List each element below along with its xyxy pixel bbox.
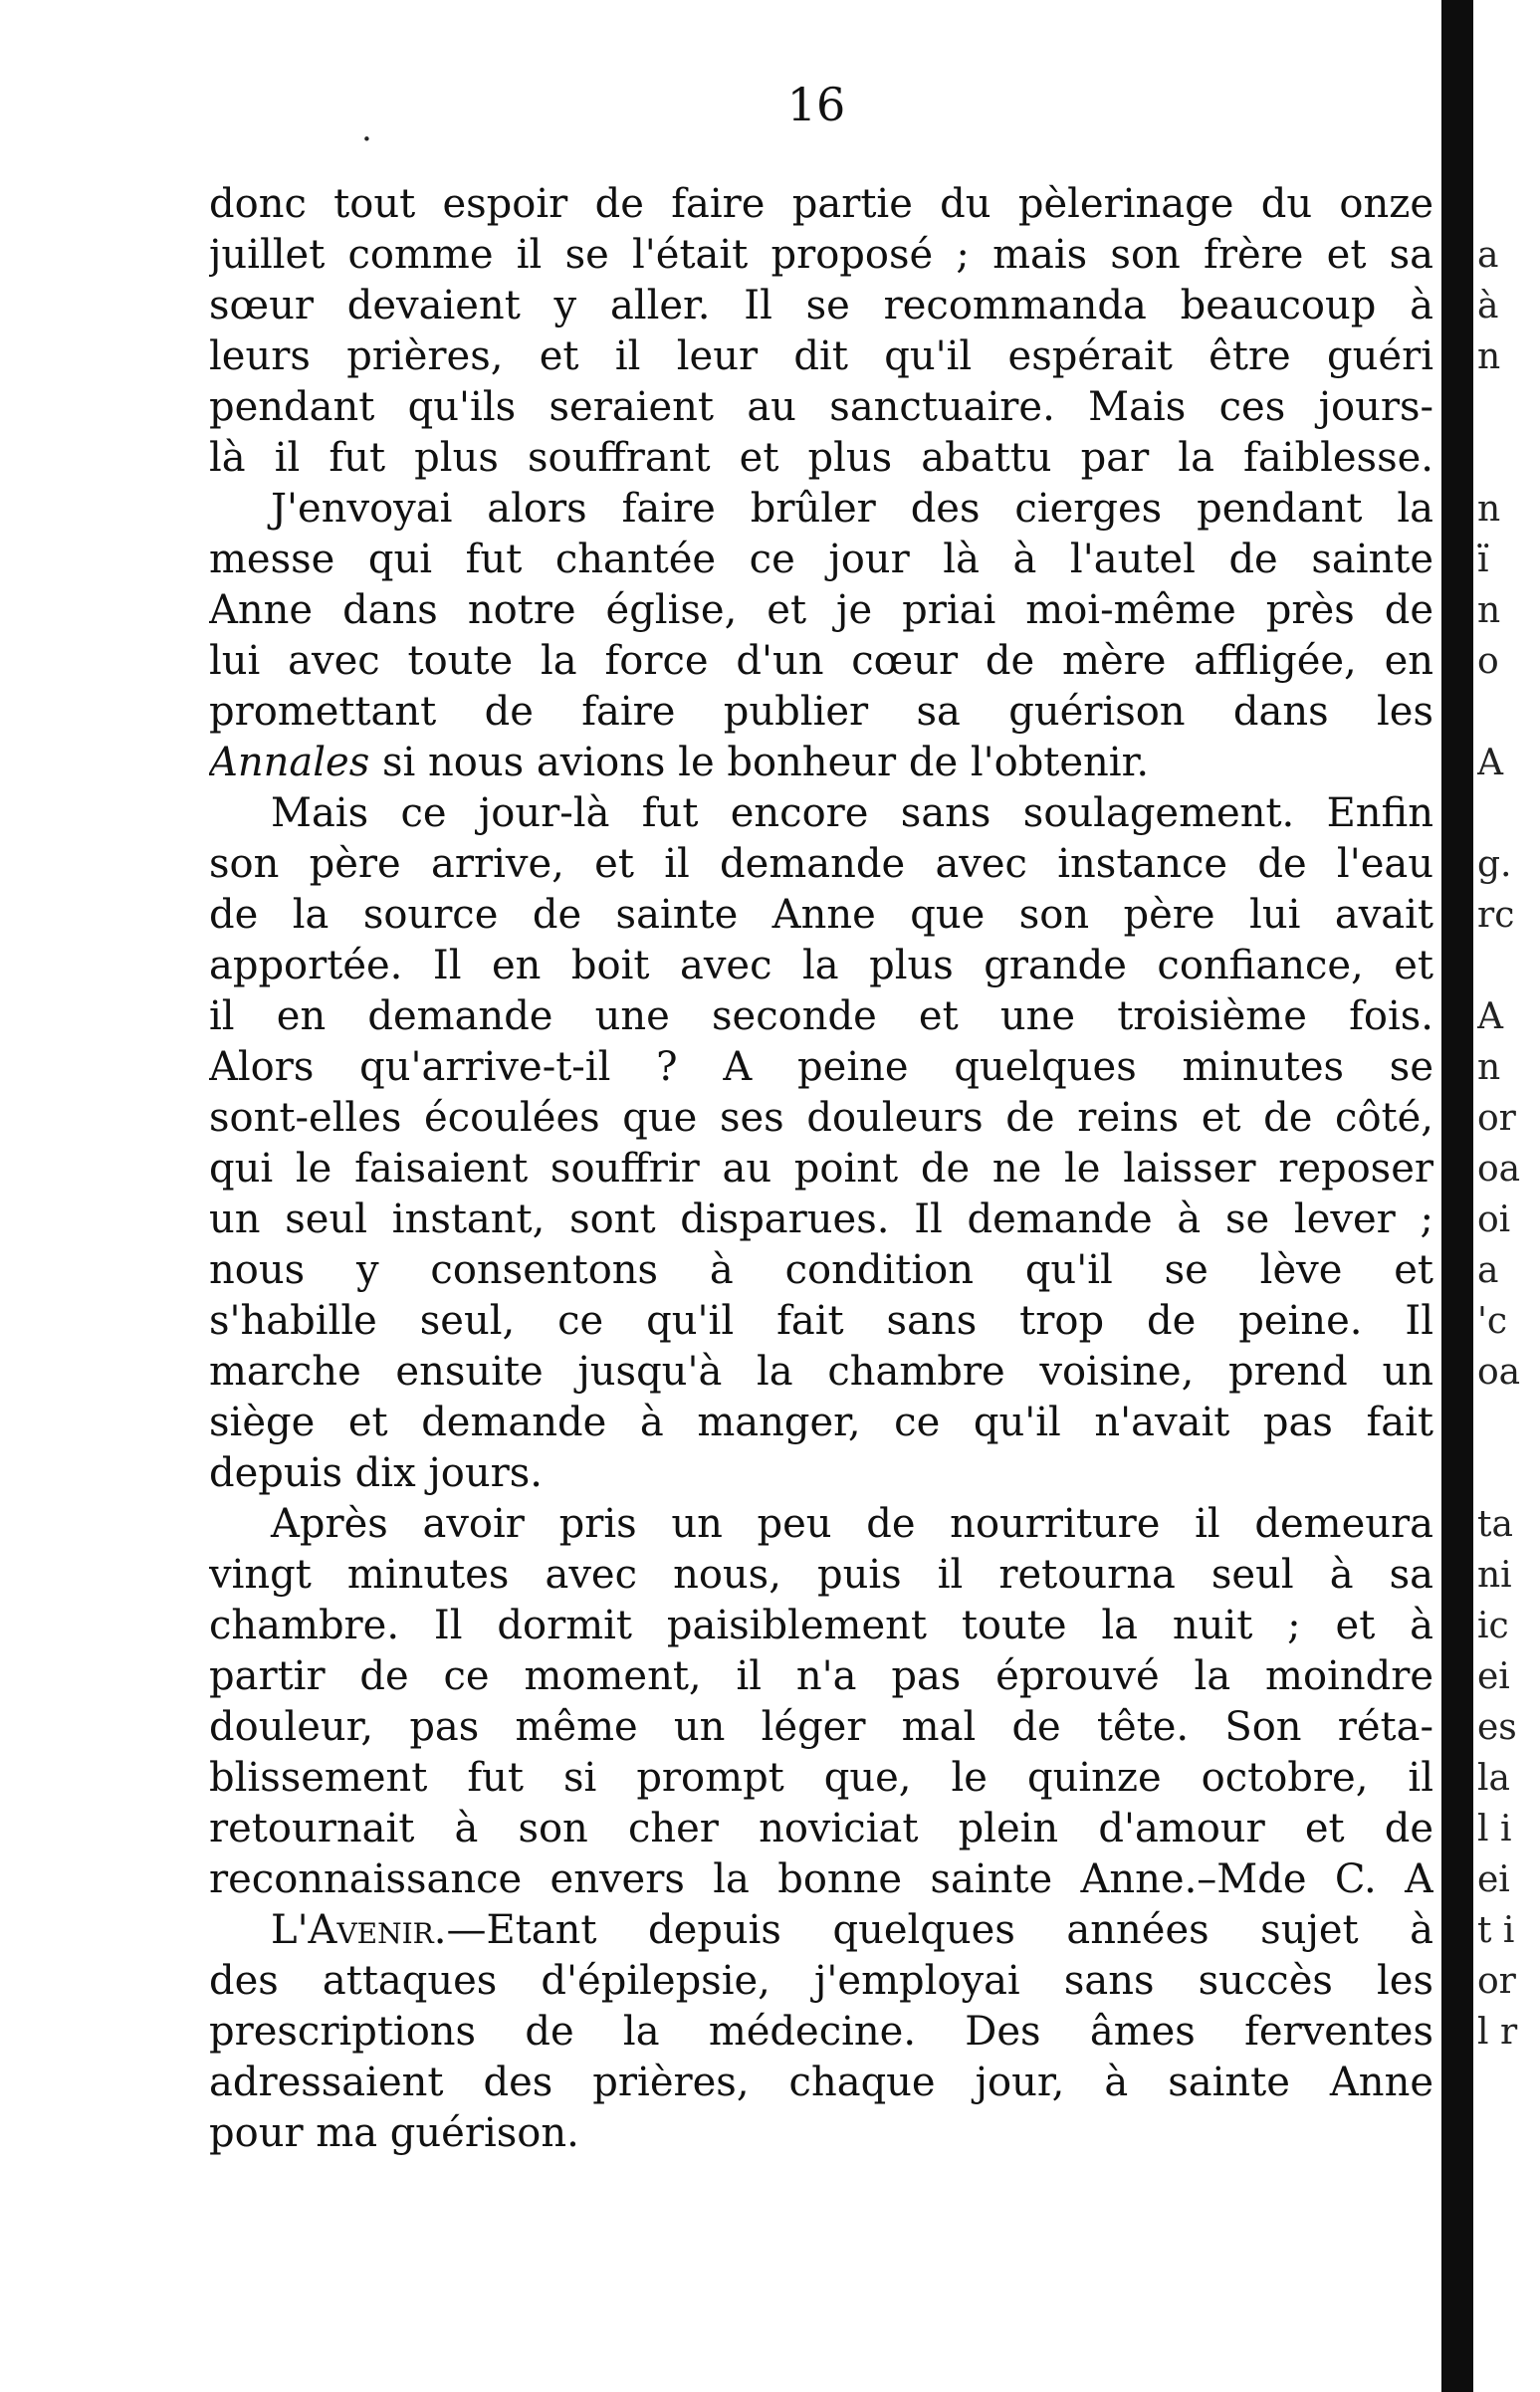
text-line: sœur devaient y aller. Il se recommanda beaucoup à bbox=[209, 283, 1433, 328]
text-line: pendant qu'ils seraient au sanctuaire. Mais ces jours- bbox=[209, 384, 1433, 430]
gutter-fragment: n bbox=[1477, 336, 1501, 377]
text-line: des attaques d'épilepsie, j'employai sans succès les bbox=[209, 1958, 1433, 2004]
gutter-fragment: a bbox=[1477, 1250, 1499, 1291]
gutter-fragment bbox=[1477, 941, 1537, 991]
facing-page-fragments bbox=[1477, 179, 1537, 2108]
gutter-fragment bbox=[1477, 382, 1537, 433]
text-line: leurs prières, et il leur dit qu'il espérait être guéri bbox=[209, 333, 1433, 379]
gutter-fragment: à bbox=[1477, 286, 1499, 326]
gutter-fragment: l i bbox=[1477, 1809, 1512, 1849]
gutter-fragment: ta bbox=[1477, 1504, 1513, 1545]
text-line: promettant de faire publier sa guérison dans les bbox=[209, 689, 1433, 735]
gutter-fragment bbox=[1477, 2058, 1537, 2108]
text-line: juillet comme il se l'était proposé ; mais son frère et sa bbox=[209, 232, 1433, 278]
text-line: un seul instant, sont disparues. Il demande à se lever ; bbox=[209, 1196, 1433, 1242]
text-line: partir de ce moment, il n'a pas éprouvé la moindre bbox=[209, 1653, 1433, 1699]
gutter-fragment bbox=[1477, 433, 1537, 484]
stray-dot: . bbox=[361, 109, 372, 149]
text-line bbox=[209, 1905, 1433, 1956]
gutter-fragment: o bbox=[1477, 641, 1499, 682]
gutter-fragment: or bbox=[1477, 1098, 1516, 1139]
text-line bbox=[209, 738, 1433, 788]
text-line: Mais ce jour-là fut encore sans soulagement. Enfin bbox=[271, 790, 1433, 836]
gutter-fragment: a bbox=[1477, 235, 1499, 276]
text-line: apportée. Il en boit avec la plus grande confiance, et bbox=[209, 943, 1433, 988]
text-line: prescriptions de la médecine. Des âmes ferventes bbox=[209, 2009, 1433, 2055]
gutter-fragment: g. bbox=[1477, 844, 1512, 885]
italic-word: Annales bbox=[209, 740, 370, 785]
gutter-fragment bbox=[1477, 788, 1537, 839]
text-line: retournait à son cher noviciat plein d'amour et de bbox=[209, 1806, 1433, 1851]
gutter-fragment: or bbox=[1477, 1961, 1516, 2002]
gutter-fragment: 'c bbox=[1477, 1301, 1508, 1342]
gutter-fragment bbox=[1477, 1448, 1537, 1499]
text-line: s'habille seul, ce qu'il fait sans trop de peine. Il bbox=[209, 1298, 1433, 1344]
text-line: chambre. Il dormit paisiblement toute la nuit ; et à bbox=[209, 1603, 1433, 1648]
text-line: vingt minutes avec nous, puis il retourna seul à sa bbox=[209, 1552, 1433, 1598]
gutter-fragment: ic bbox=[1477, 1606, 1509, 1646]
gutter-fragment bbox=[1477, 1398, 1537, 1448]
gutter-fragment: ni bbox=[1477, 1555, 1512, 1596]
text-line: blissement fut si prompt que, le quinze octobre, il bbox=[209, 1755, 1433, 1801]
gutter-fragment: n bbox=[1477, 590, 1501, 631]
gutter-fragment: A bbox=[1477, 743, 1503, 783]
body-text bbox=[209, 179, 1433, 2159]
text-line: donc tout espoir de faire partie du pèlerinage du onze bbox=[209, 181, 1433, 227]
text-line: douleur, pas même un léger mal de tête. Son réta- bbox=[209, 1704, 1433, 1750]
text-line: J'envoyai alors faire brûler des cierges pendant la bbox=[271, 486, 1433, 532]
text-line: sont-elles écoulées que ses douleurs de reins et de côté, bbox=[209, 1095, 1433, 1141]
text-line: Anne dans notre église, et je priai moi-même près de bbox=[209, 587, 1433, 633]
text-line: pour ma guérison. bbox=[209, 2110, 579, 2156]
gutter-fragment: ei bbox=[1477, 1859, 1510, 1900]
text-line: messe qui fut chantée ce jour là à l'autel de sainte bbox=[209, 537, 1433, 582]
smallcaps-heading: L'Avenir. bbox=[271, 1907, 447, 1953]
gutter-fragment: oa bbox=[1477, 1149, 1521, 1190]
gutter-fragment: ei bbox=[1477, 1656, 1510, 1697]
gutter-fragment: l r bbox=[1477, 2012, 1518, 2053]
text-line: adressaient des prières, chaque jour, à sainte Anne bbox=[209, 2060, 1433, 2105]
line-text: si nous avions le bonheur de l'obtenir. bbox=[369, 740, 1150, 785]
gutter-fragment: n bbox=[1477, 1047, 1501, 1088]
gutter-fragment bbox=[1477, 179, 1537, 230]
gutter-fragment: A bbox=[1477, 996, 1503, 1037]
gutter-fragment: rc bbox=[1477, 895, 1515, 936]
gutter-fragment: ï bbox=[1477, 540, 1489, 580]
gutter-fragment: t i bbox=[1477, 1910, 1515, 1951]
text-line: lui avec toute la force d'un cœur de mère affligée, en bbox=[209, 638, 1433, 684]
text-line: qui le faisaient souffrir au point de ne le laisser reposer bbox=[209, 1146, 1433, 1192]
gutter-fragment: la bbox=[1477, 1758, 1510, 1799]
gutter-fragment: oi bbox=[1477, 1199, 1511, 1240]
line-text: —Etant depuis quelques années sujet à bbox=[446, 1907, 1433, 1953]
text-line: là il fut plus souffrant et plus abattu par la faiblesse. bbox=[209, 435, 1433, 481]
text-line: siège et demande à manger, ce qu'il n'avait pas fait bbox=[209, 1400, 1433, 1445]
page-number: 16 bbox=[786, 78, 846, 131]
text-line: Après avoir pris un peu de nourriture il demeura bbox=[271, 1501, 1433, 1547]
text-line: nous y consentons à condition qu'il se lève et bbox=[209, 1247, 1433, 1293]
gutter-fragment: oa bbox=[1477, 1352, 1521, 1393]
binding-shadow bbox=[1441, 0, 1473, 2392]
text-line: reconnaissance envers la bonne sainte Anne.–Mde C. A bbox=[209, 1856, 1433, 1902]
text-line: depuis dix jours. bbox=[209, 1450, 543, 1496]
gutter-fragment: n bbox=[1477, 489, 1501, 530]
text-line: de la source de sainte Anne que son père lui avait bbox=[209, 892, 1433, 938]
text-line: il en demande une seconde et une troisième fois. bbox=[209, 993, 1433, 1039]
text-line: son père arrive, et il demande avec instance de l'eau bbox=[209, 841, 1433, 887]
text-line: Alors qu'arrive-t-il ? A peine quelques minutes se bbox=[209, 1044, 1433, 1090]
gutter-fragment bbox=[1477, 687, 1537, 738]
text-line: marche ensuite jusqu'à la chambre voisine, prend un bbox=[209, 1349, 1433, 1395]
gutter-fragment: es bbox=[1477, 1707, 1517, 1748]
